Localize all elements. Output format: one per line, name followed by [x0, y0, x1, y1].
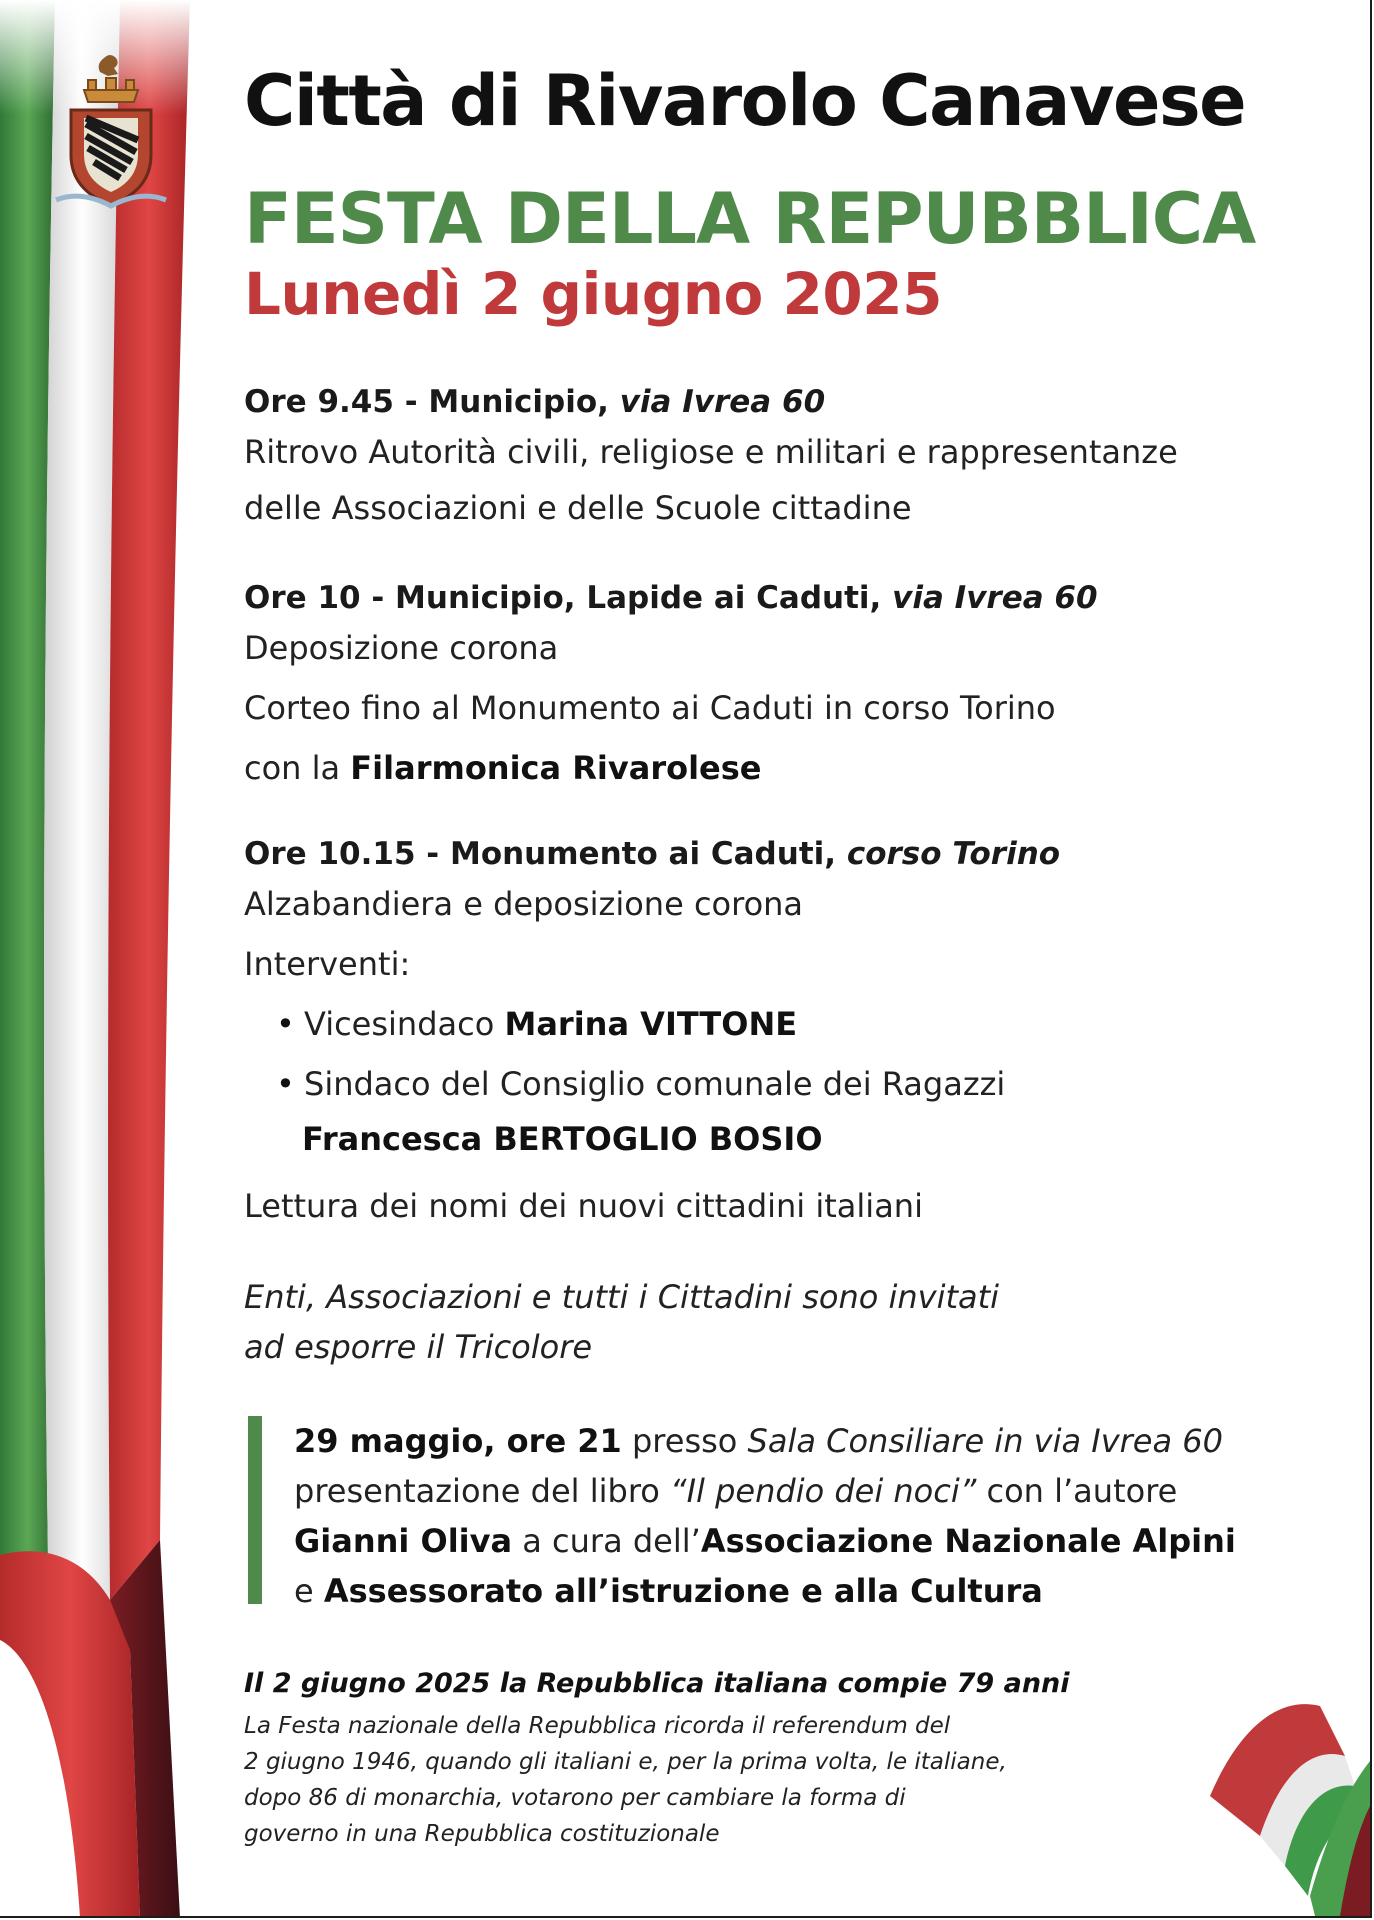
city-title: Città di Rivarolo Canavese [244, 60, 1246, 142]
program-line: Ritrovo Autorità civili, religiose e militari e rappresentanze [244, 433, 1178, 471]
event-title: FESTA DELLA REPUBBLICA [244, 178, 1256, 260]
tricolore-ribbon-icon [0, 0, 200, 1918]
program-block-3 [244, 834, 1304, 1236]
program-line: Deposizione corona [244, 629, 559, 667]
footer-line: governo in una Repubblica costituzionale [244, 1821, 720, 1847]
speaker-name: Francesca BERTOGLIO BOSIO [302, 1120, 823, 1158]
program-line: Alzabandiera e deposizione corona [244, 885, 804, 923]
list-item: • Vicesindaco Marina VITTONE [244, 994, 1304, 1054]
program-block-2 [244, 578, 1304, 798]
footer-body [244, 1708, 1007, 1852]
program-line: con la Filarmonica Rivarolese [244, 749, 762, 787]
program-line: Corteo fino al Monumento ai Caduti in corso Torino [244, 689, 1056, 727]
coat-of-arms-icon [46, 50, 176, 220]
program-heading: Ore 10.15 - Monumento ai Caduti, corso Torino [244, 836, 1061, 872]
speakers-list [244, 994, 1304, 1114]
program-line: Interventi: [244, 945, 411, 983]
note-text: 29 maggio, ore 21 presso Sala Consiliare in via Ivrea 60 presentazione del libro “Il pendio dei noci” con l’autore Gianni Oliva a cura dell’Associazione Nazionale Alpini e Assessorato all’istruzione e alla Cultura [294, 1422, 1236, 1610]
program-line: Lettura dei nomi dei nuovi cittadini italiani [244, 1187, 923, 1225]
program-heading: Ore 9.45 - Municipio, via Ivrea 60 [244, 384, 826, 420]
invite-line: Enti, Associazioni e tutti i Cittadini sono invitati [244, 1278, 1000, 1316]
event-date: Lunedì 2 giugno 2025 [244, 260, 942, 328]
book-presentation-note [244, 1416, 1304, 1610]
footer-line: La Festa nazionale della Repubblica ricorda il referendum del [244, 1713, 951, 1739]
footer-line: 2 giugno 1946, quando gli italiani e, per la prima volta, le italiane, [244, 1749, 1007, 1775]
footer-title: Il 2 giugno 2025 la Repubblica italiana compie 79 anni [244, 1668, 1070, 1699]
tricolore-corner-ribbon-icon [1190, 1666, 1370, 1916]
program-block-1 [244, 382, 1304, 538]
footer-line: dopo 86 di monarchia, votarono per cambiare la forma di [244, 1785, 906, 1811]
accent-bar [248, 1416, 262, 1604]
invite-line: ad esporre il Tricolore [244, 1328, 593, 1366]
invite-text [244, 1272, 1304, 1372]
program-heading: Ore 10 - Municipio, Lapide ai Caduti, via Ivrea 60 [244, 580, 1098, 616]
program-line: delle Associazioni e delle Scuole cittadine [244, 489, 912, 527]
list-item: • Sindaco del Consiglio comunale dei Ragazzi [244, 1054, 1304, 1114]
